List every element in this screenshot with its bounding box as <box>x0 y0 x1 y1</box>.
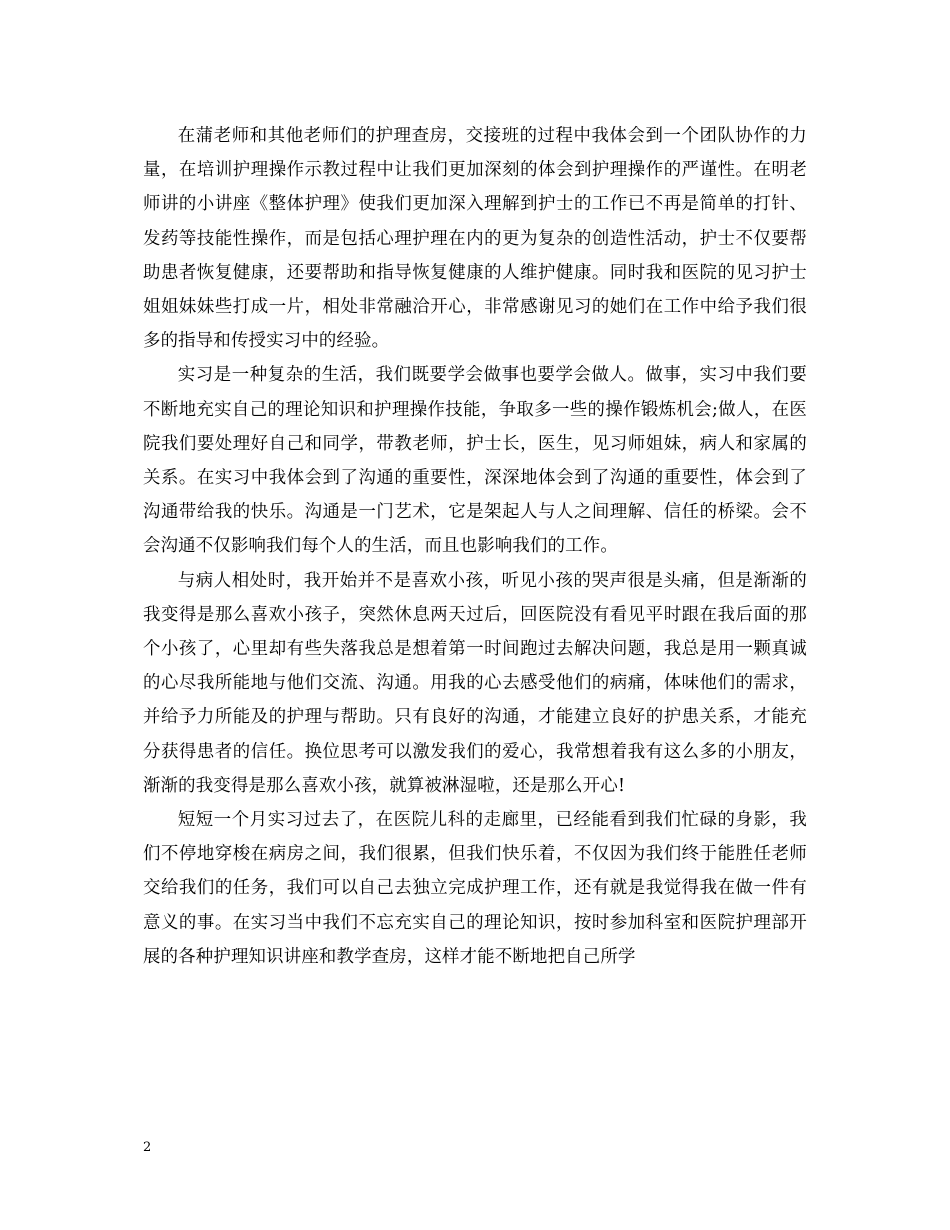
page-number: 2 <box>143 1140 152 1155</box>
body-text <box>143 119 807 974</box>
paragraph-2: 实习是一种复杂的生活，我们既要学会做事也要学会做人。做事，实习中我们要不断地充实自己的理论知识和护理操作技能，争取多一些的操作锻炼机会;做人，在医院我们要处理好自己和同学，带教老师，护士长，医生，见习师姐妹，病人和家属的关系。在实习中我体会到了沟通的重要性，深深地体会到了沟通的重要性，体会到了沟通带给我的快乐。沟通是一门艺术，它是架起人与人之间理解、信任的桥梁。会不会沟通不仅影响我们每个人的生活，而且也影响我们的工作。 <box>143 365 807 557</box>
paragraph-3: 与病人相处时，我开始并不是喜欢小孩，听见小孩的哭声很是头痛，但是渐渐的我变得是那么喜欢小孩子，突然休息两天过后，回医院没有看见平时跟在我后面的那个小孩了，心里却有些失落我总是想着第一时间跑过去解决问题，我总是用一颗真诚的心尽我所能地与他们交流、沟通。用我的心去感受他们的病痛，体味他们的需求，并给予力所能及的护理与帮助。只有良好的沟通，才能建立良好的护患关系，才能充分获得患者的信任。换位思考可以激发我们的爱心，我常想着我有这么多的小朋友，渐渐的我变得是那么喜欢小孩，就算被淋湿啦，还是那么开心! <box>143 570 807 796</box>
paragraph-1: 在蒲老师和其他老师们的护理查房，交接班的过程中我体会到一个团队协作的力量，在培训护理操作示教过程中让我们更加深刻的体会到护理操作的严谨性。在明老师讲的小讲座《整体护理》使我们更加深入理解到护士的工作已不再是简单的打针、发药等技能性操作，而是包括心理护理在内的更为复杂的创造性活动，护士不仅要帮助患者恢复健康，还要帮助和指导恢复健康的人维护健康。同时我和医院的见习护士姐姐妹妹些打成一片，相处非常融洽开心，非常感谢见习的她们在工作中给予我们很多的指导和传授实习中的经验。 <box>143 126 807 352</box>
paragraph-4: 短短一个月实习过去了，在医院儿科的走廊里，已经能看到我们忙碌的身影，我们不停地穿梭在病房之间，我们很累，但我们快乐着，不仅因为我们终于能胜任老师交给我们的任务，我们可以自己去独立完成护理工作，还有就是我觉得我在做一件有意义的事。在实习当中我们不忘充实自己的理论知识，按时参加科室和医院护理部开展的各种护理知识讲座和教学查房，这样才能不断地把自己所学 <box>143 810 807 967</box>
